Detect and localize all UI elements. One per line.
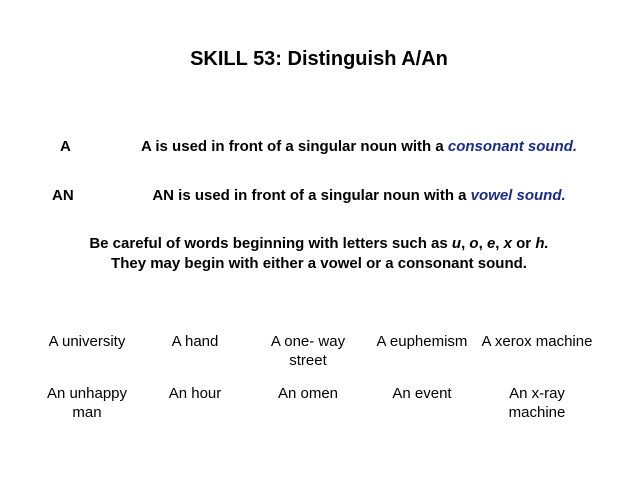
letter-o: o [469,235,479,252]
caution-comma: , [461,235,470,252]
rule-period-an: . [561,187,566,204]
example-cell: A euphemism [376,333,468,350]
caution-note [30,234,608,274]
example-cell: A one- way street [270,333,346,369]
examples-row-an [35,384,595,422]
letter-h: h [535,235,545,252]
caution-or: or [511,235,536,252]
rule-term-a: A [60,138,71,155]
caution-text: Be careful of words beginning with letters such as [89,235,452,252]
caution-comma: , [495,235,504,252]
example-cell: An hour [168,385,222,402]
letter-u: u [451,235,462,252]
examples-row-a [35,332,595,384]
page-title: SKILL 53: Distinguish A/An [190,48,448,70]
caution-line-2: They may begin with either a vowel or a consonant sound. [111,255,527,272]
rule-text-a: A is used in front of a singular noun with a [140,138,448,155]
letter-x: x [503,235,512,252]
rule-term-an: AN [52,187,74,204]
rule-period-a: . [572,138,578,155]
example-cell: A university [48,333,126,350]
rule-highlight-an: vowel sound [470,187,562,204]
example-cell: A hand [171,333,219,350]
example-cell: An x-ray machine [508,385,566,421]
rule-highlight-a: consonant sound [447,138,573,155]
example-cell: An unhappy man [46,385,128,421]
example-cell: An omen [277,385,339,402]
rule-text-an: AN is used in front of a singular noun with a [152,187,471,204]
caution-period: . [544,235,549,252]
letter-e: e [486,235,496,252]
rule-description-an [143,186,575,205]
example-cell: An event [392,385,452,402]
examples-table [35,332,595,422]
example-cell: A xerox machine [481,333,593,350]
caution-comma: , [478,235,487,252]
rule-description-a [128,137,590,156]
